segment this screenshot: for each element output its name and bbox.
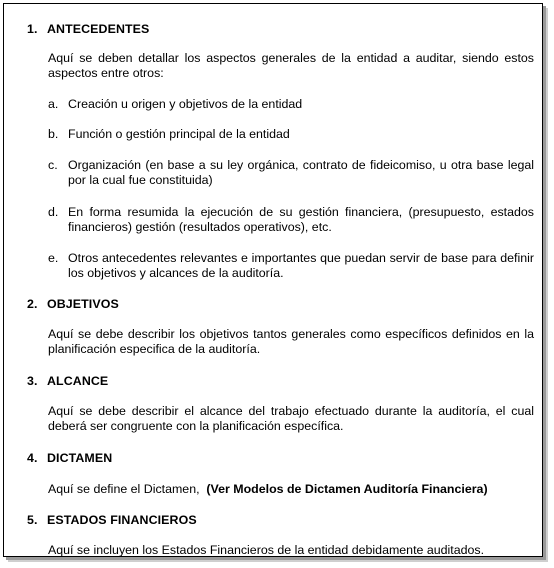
section-title: ALCANCE bbox=[47, 374, 109, 388]
section-number: 1. bbox=[27, 22, 38, 36]
list-item-text: Otros antecedentes relevantes e importantes que puedan servir de base para definir los objetivos y alcances de la auditoría. bbox=[68, 251, 534, 280]
section-heading-dictamen bbox=[27, 451, 112, 466]
section-heading-estados-financieros bbox=[27, 513, 197, 528]
list-item bbox=[48, 127, 534, 142]
list-item-text: Creación u origen y objetivos de la entidad bbox=[68, 97, 303, 111]
section-heading-alcance bbox=[27, 374, 108, 389]
list-item-text: En forma resumida la ejecución de su gestión financiera, (presupuesto, estados financieros) gestión (resultados operativos), etc. bbox=[68, 205, 534, 234]
section-number: 2. bbox=[27, 297, 38, 311]
section-number: 3. bbox=[27, 374, 38, 388]
section-title: ANTECEDENTES bbox=[47, 22, 150, 36]
section-number: 5. bbox=[27, 513, 38, 527]
list-item bbox=[48, 205, 534, 235]
section-number: 4. bbox=[27, 451, 38, 465]
dictamen-text: Aquí se define el Dictamen, bbox=[48, 482, 200, 496]
section-body-alcance: Aquí se debe describir el alcance del trabajo efectuado durante la auditoría, el cual deberá ser congruente con la planificación específica. bbox=[48, 404, 534, 433]
dictamen-reference-link: (Ver Modelos de Dictamen Auditoría Financiera) bbox=[206, 482, 488, 496]
section-intro-antecedentes: Aquí se deben detallar los aspectos generales de la entidad a auditar, siendo estos aspectos entre otros: bbox=[48, 51, 534, 80]
list-item-letter: b. bbox=[48, 127, 59, 141]
list-item bbox=[48, 158, 534, 188]
list-item-letter: a. bbox=[48, 97, 59, 111]
section-title: ESTADOS FINANCIEROS bbox=[47, 513, 197, 527]
list-item bbox=[48, 251, 534, 281]
list-item-letter: e. bbox=[48, 251, 59, 265]
list-item-text: Organización (en base a su ley orgánica, contrato de fideicomiso, u otra base legal por la cual fue constituida) bbox=[68, 158, 534, 187]
section-title: OBJETIVOS bbox=[47, 297, 119, 311]
list-item-letter: c. bbox=[48, 158, 58, 172]
section-heading-objetivos bbox=[27, 297, 119, 312]
section-title: DICTAMEN bbox=[47, 451, 113, 465]
section-body-dictamen bbox=[48, 482, 534, 497]
list-item-text: Función o gestión principal de la entidad bbox=[68, 127, 290, 141]
section-body-objetivos: Aquí se debe describir los objetivos tantos generales como específicos definidos en la planificación especifica de la auditoría. bbox=[48, 327, 534, 356]
list-item-letter: d. bbox=[48, 205, 59, 219]
section-heading-antecedentes bbox=[27, 22, 149, 37]
section-body-estados-financieros: Aquí se incluyen los Estados Financieros de la entidad debidamente auditados. bbox=[48, 543, 485, 557]
list-item bbox=[48, 97, 534, 112]
